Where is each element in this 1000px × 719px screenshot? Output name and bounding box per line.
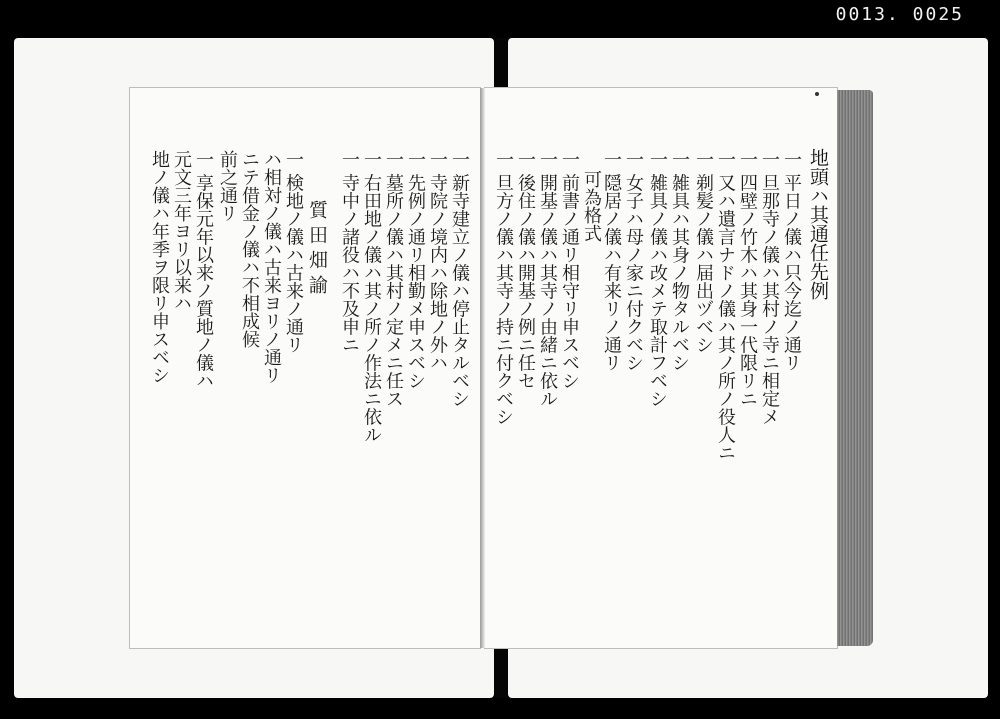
right-page-title: 地頭ハ其通任先例 — [807, 148, 829, 300]
right-column-2: 一 旦那寺ノ儀ハ其村ノ寺ニ相定メ — [759, 150, 780, 426]
right-column-1: 一 平日ノ儀ハ只今迄ノ通リ — [781, 150, 802, 372]
right-column-3: 一 四壁ノ竹木ハ其身一代限リニ — [737, 150, 758, 408]
left-column-10: ニテ借金ノ儀ハ不相成候 — [239, 150, 260, 348]
right-column-13: 一 後住ノ儀ハ開基ノ例ニ任セ — [515, 150, 536, 390]
frame-counter: 0013. 0025 — [835, 4, 964, 25]
left-column-14: 地ノ儀ハ年季ヲ限リ申スベシ — [149, 150, 170, 384]
page-corner-mark — [815, 92, 819, 96]
right-column-10: 可為格式 — [581, 170, 602, 242]
left-column-3: 一 先例ノ通リ相勤メ申スベシ — [405, 150, 426, 390]
left-column-11: 前之通リ — [217, 150, 238, 222]
left-column-9: ハ相対ノ儀ハ古来ヨリノ通リ — [261, 150, 282, 384]
left-column-2: 一 寺院ノ境内ハ除地ノ外ハ — [427, 150, 448, 372]
left-column-8: 一 検地ノ儀ハ古来ノ通リ — [283, 150, 304, 354]
right-column-6: 一 雑具ハ其身ノ物タルベシ — [669, 150, 690, 372]
right-column-12: 一 開基ノ儀ハ其寺ノ由緒ニ依ル — [537, 150, 558, 408]
left-column-4: 一 墓所ノ儀ハ其村ノ定メニ任ス — [383, 150, 404, 408]
book-gutter — [480, 88, 485, 648]
left-column-12: 一 享保元年以来ノ質地ノ儀ハ — [193, 150, 214, 390]
right-column-11: 一 前書ノ通リ相守リ申スベシ — [559, 150, 580, 390]
right-column-8: 一 女子ハ母ノ家ニ付クベシ — [623, 150, 644, 372]
left-column-5: 一 右田地ノ儀ハ其ノ所ノ作法ニ依ル — [361, 150, 382, 444]
left-column-13: 元文三年ヨリ以来ハ — [171, 150, 192, 312]
right-column-7: 一 雑具ノ儀ハ改メテ取計フベシ — [647, 150, 668, 408]
right-column-5: 一 剃髪ノ儀ハ届出ヅベシ — [693, 150, 714, 354]
page-block-edge — [837, 90, 873, 646]
left-column-1: 一 新寺建立ノ儀ハ停止タルベシ — [449, 150, 470, 408]
right-column-4: 一 又ハ遺言ナドノ儀ハ其ノ所ノ役人ニ — [715, 150, 736, 462]
right-column-14: 一 旦方ノ儀ハ其寺ノ持ニ付クベシ — [493, 150, 514, 426]
left-column-6: 一 寺中ノ諸役ハ不及申ニ — [339, 150, 360, 354]
left-section-heading: 質田畑諭 — [306, 200, 328, 300]
right-column-9: 一 隠居ノ儀ハ有来リノ通リ — [601, 150, 622, 372]
